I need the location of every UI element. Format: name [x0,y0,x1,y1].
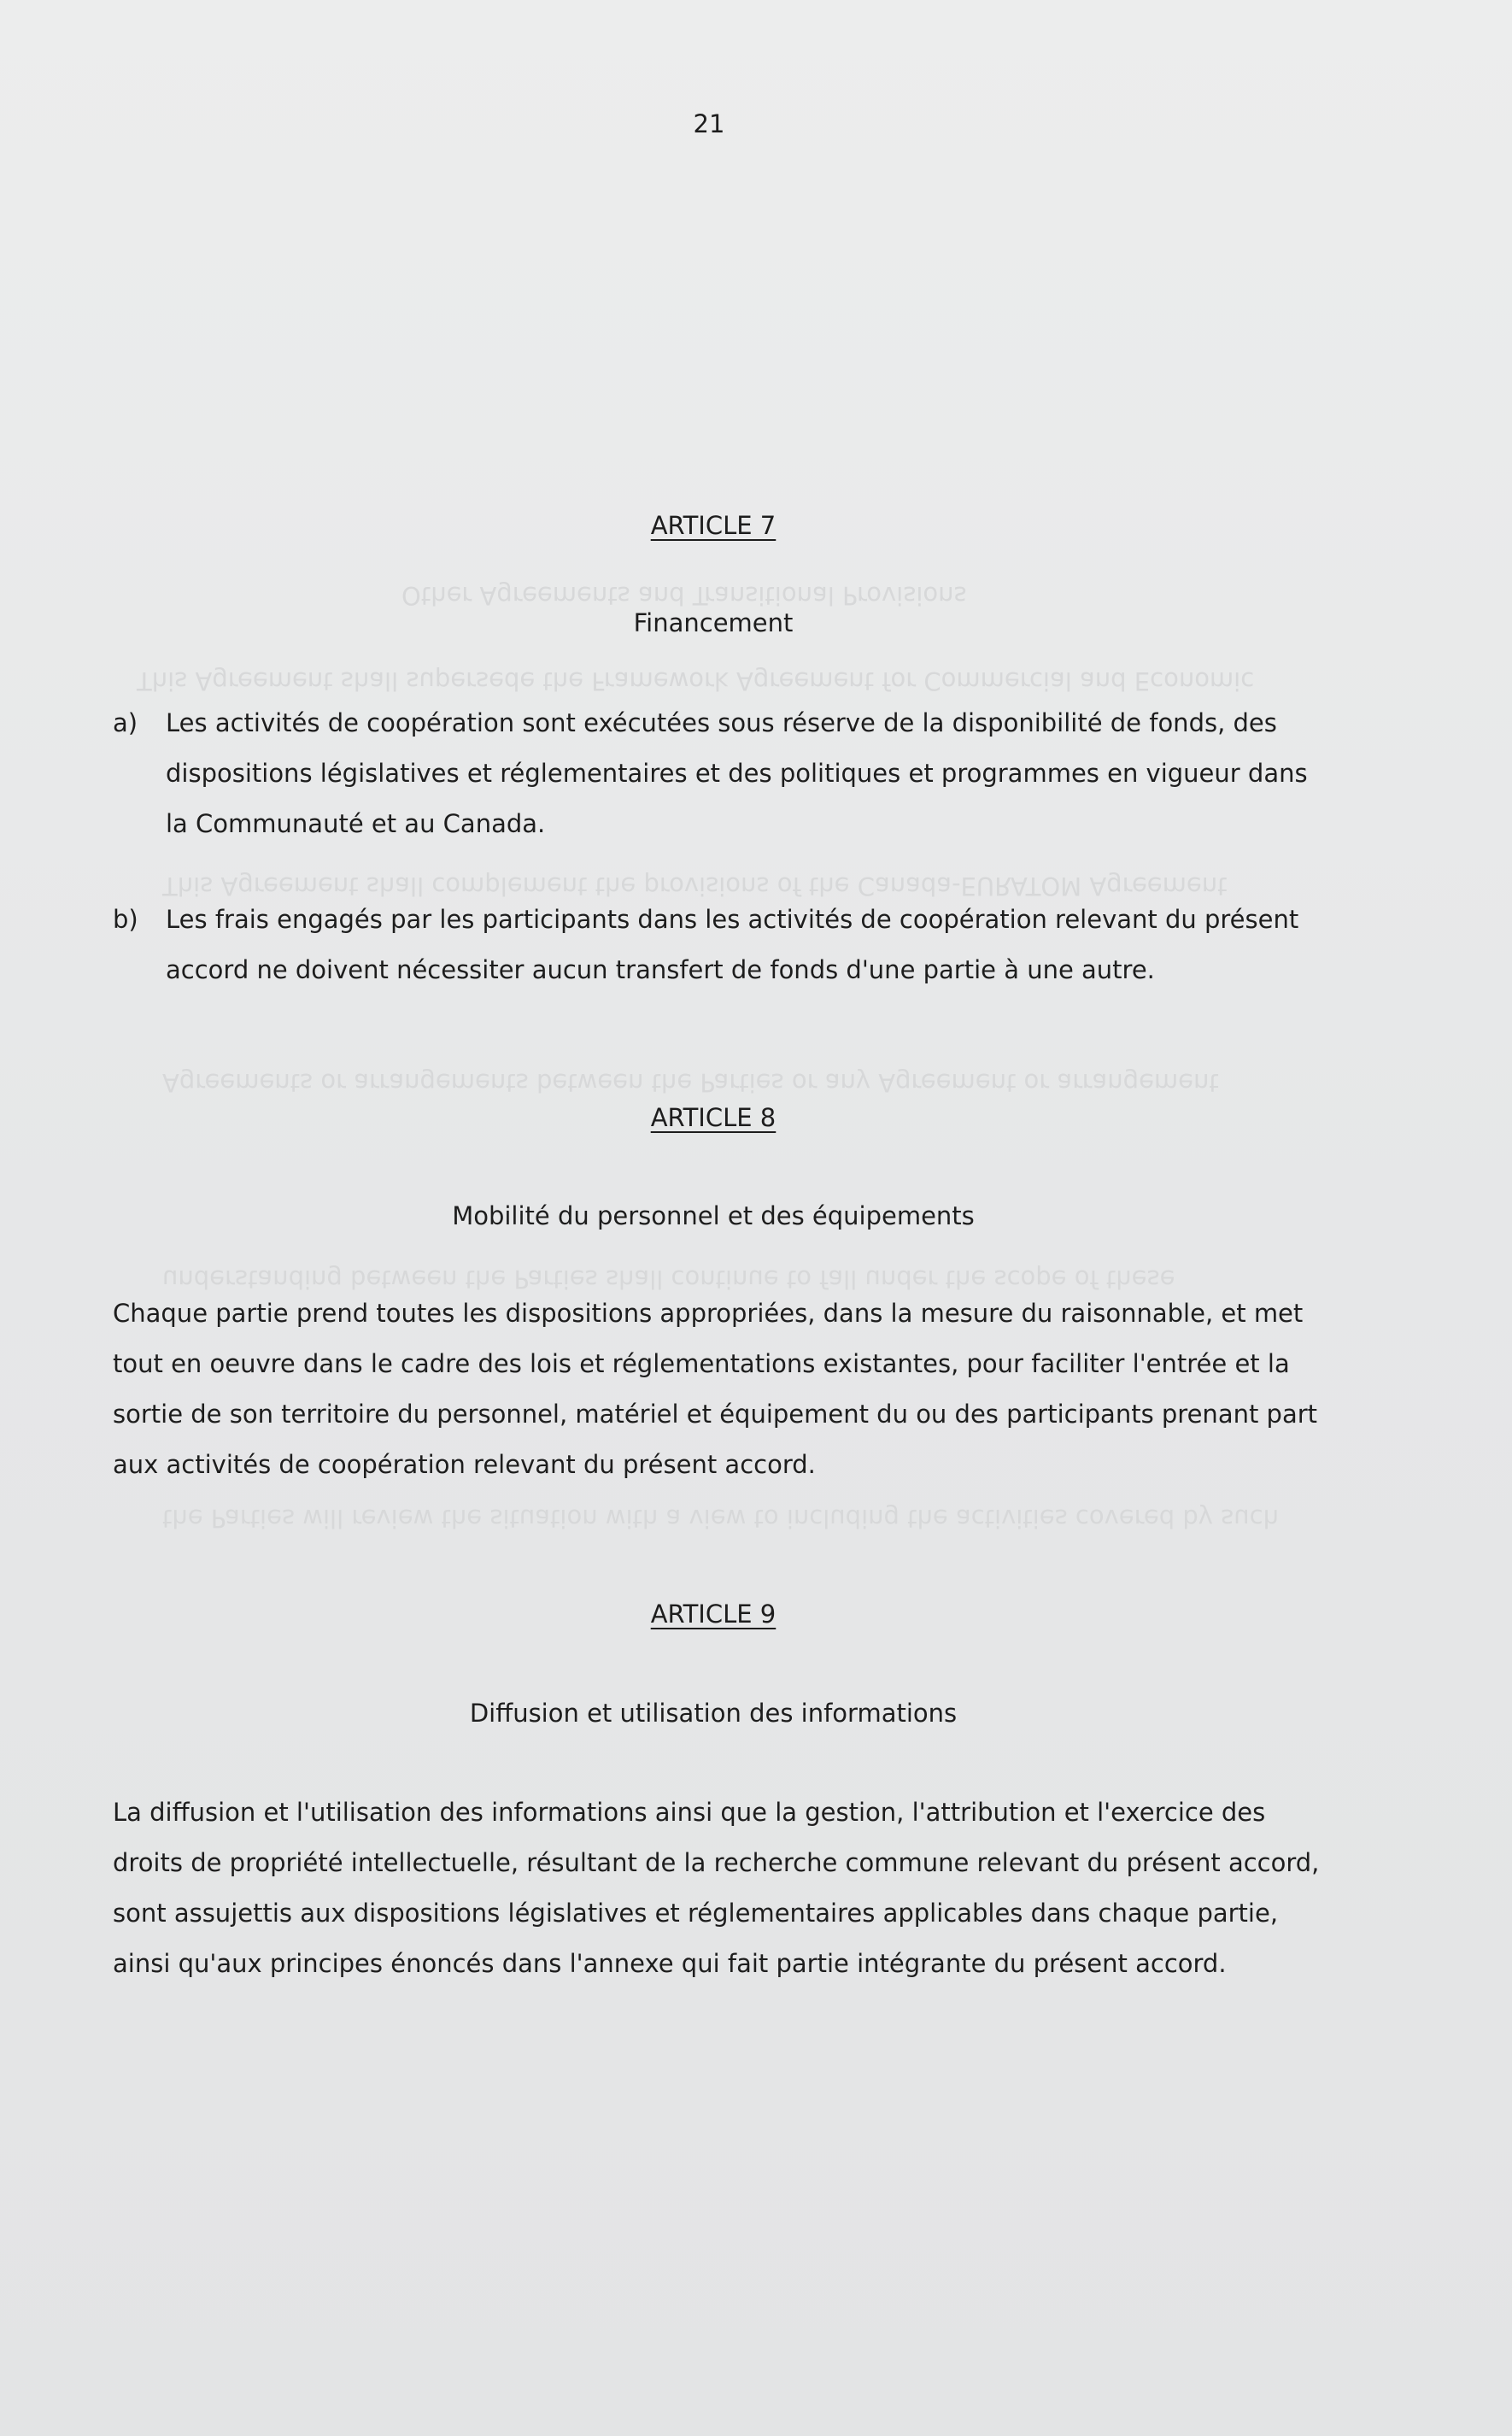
article-8-heading: ARTICLE 8 [650,1103,777,1132]
bleed-through-decoration: This Agreement shall supersede the Framework Agreement for Commercial and Economic [137,666,1255,696]
bleed-through-decoration: Agreements or arrangements between the Parties or any Agreement or arrangement [162,1068,1219,1097]
article-9-heading: ARTICLE 9 [650,1600,777,1629]
item-text: Les activités de coopération sont exécutées sous réserve de la disponibilité de fonds, des dispositions législatives et réglementaires et des politiques et programmes en vigueur dans la Communauté et au Canada. [166,708,1308,838]
article-9-text: La diffusion et l'utilisation des informations ainsi que la gestion, l'attribution et l'exercice des droits de propriété intellectuelle, résultant de la recherche commune relevant du présent accord, sont assujettis aux dispositions législatives et réglementaires applicables dans chaque partie, ainsi qu'aux principes énoncés dans l'annexe qui fait partie intégrante du présent accord. [113,1798,1320,1978]
bleed-through-decoration: the Parties will review the situation with a view to including the activities covered by such [162,1504,1279,1533]
bleed-through-decoration: understanding between the Parties shall continue to fall under the scope of these [162,1265,1175,1294]
page-number: 21 [693,109,725,138]
article-8-text: Chaque partie prend toutes les dispositions appropriées, dans la mesure du raisonnable, et met tout en oeuvre dans le cadre des lois et réglementations existantes, pour faciliter l'entrée et la sortie de son territoire du personnel, matériel et équipement du ou des participants prenant part aux activités de coopération relevant du présent accord. [113,1299,1318,1479]
item-text: Les frais engagés par les participants dans les activités de coopération relevant du présent accord ne doivent nécessiter aucun transfert de fonds d'une partie à une autre. [166,905,1299,984]
article-7-item-a [113,698,1326,849]
article-7-item-b [113,895,1326,995]
item-marker: a) [113,708,138,737]
article-9-title: Diffusion et utilisation des informations [469,1699,958,1728]
bleed-through-decoration: Other Agreements and Transitional Provisions [401,581,967,610]
article-7-heading: ARTICLE 7 [650,511,777,540]
article-8-title: Mobilité du personnel et des équipements [452,1201,975,1230]
item-marker: b) [113,905,138,934]
bleed-through-decoration: This Agreement shall complement the provisions of the Canada-EURATOM Agreement [162,872,1228,901]
article-7-title: Financement [633,608,794,637]
